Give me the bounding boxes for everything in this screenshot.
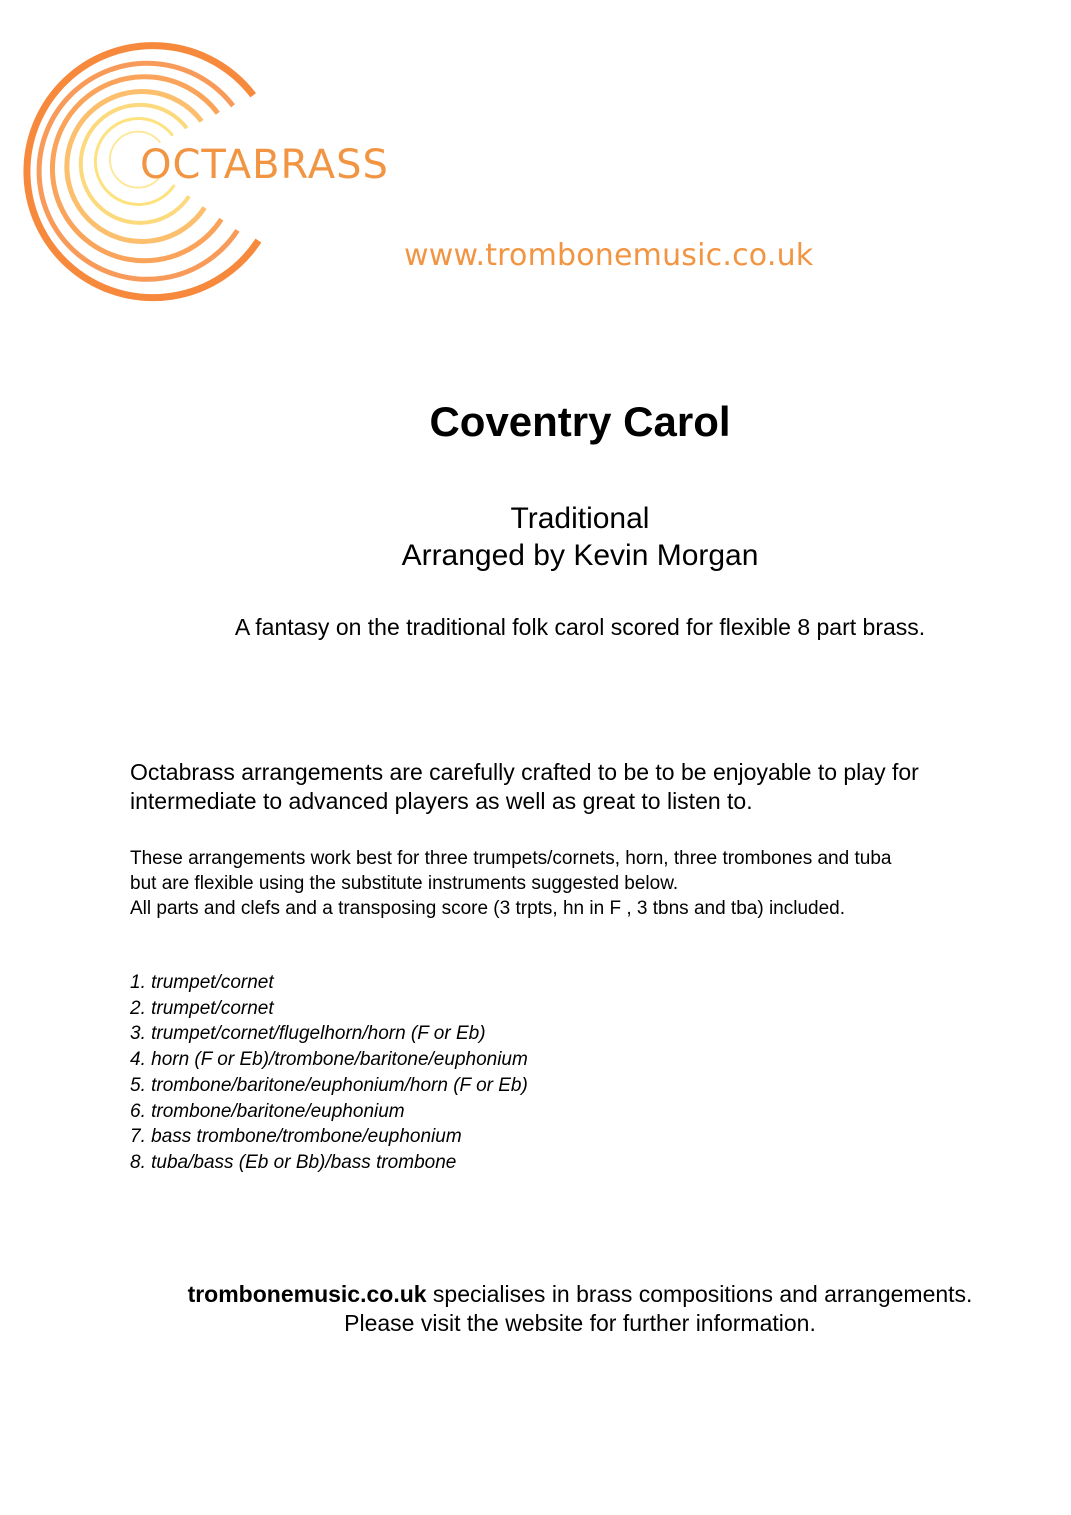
list-item: 4. horn (F or Eb)/trombone/baritone/euphonium — [130, 1049, 528, 1071]
list-item: 5. trombone/baritone/euphonium/horn (F or Eb) — [130, 1074, 528, 1096]
logo-wordmark: OCTABRASS — [140, 142, 389, 188]
list-item: 8. tuba/bass (Eb or Bb)/bass trombone — [130, 1151, 457, 1173]
instrumentation-line: These arrangements work best for three trumpets/cornets, horn, three trombones and tuba — [130, 848, 892, 869]
footer-tagline: specialises in brass compositions and arrangements. — [426, 1281, 973, 1307]
footer-line-1 — [0, 1280, 1071, 1309]
list-item: 1. trumpet/cornet — [130, 972, 274, 993]
list-item: 6. trombone/baritone/euphonium — [130, 1100, 405, 1122]
intro-paragraph: Octabrass arrangements are carefully crafted to be to be enjoyable to play for intermediate to advanced players as well as great to listen to. — [130, 759, 919, 814]
footer-site-link[interactable]: trombonemusic.co.uk — [187, 1281, 427, 1307]
parts-list — [130, 970, 528, 1176]
octabrass-logo — [0, 0, 400, 310]
instrumentation-line: but are flexible using the substitute instruments suggested below. — [130, 873, 679, 894]
piece-description: A fantasy on the traditional folk carol scored for flexible 8 part brass. — [234, 614, 926, 640]
composer-credit: Traditional — [510, 502, 650, 535]
instrumentation-line: All parts and clefs and a transposing score (3 trpts, hn in F , 3 tbns and tba) included. — [130, 898, 846, 919]
website-url[interactable]: www.trombonemusic.co.uk — [404, 238, 814, 273]
list-item: 3. trumpet/cornet/flugelhorn/horn (F or Eb) — [130, 1023, 486, 1045]
list-item: 2. trumpet/cornet — [130, 997, 274, 1019]
instrumentation-note — [130, 846, 1030, 921]
list-item: 7. bass trombone/trombone/euphonium — [130, 1126, 462, 1148]
page-title: Coventry Carol — [429, 398, 731, 445]
footer — [0, 1280, 1071, 1338]
footer-line-2: Please visit the website for further information. — [344, 1310, 816, 1336]
arranger-credit: Arranged by Kevin Morgan — [401, 539, 759, 572]
